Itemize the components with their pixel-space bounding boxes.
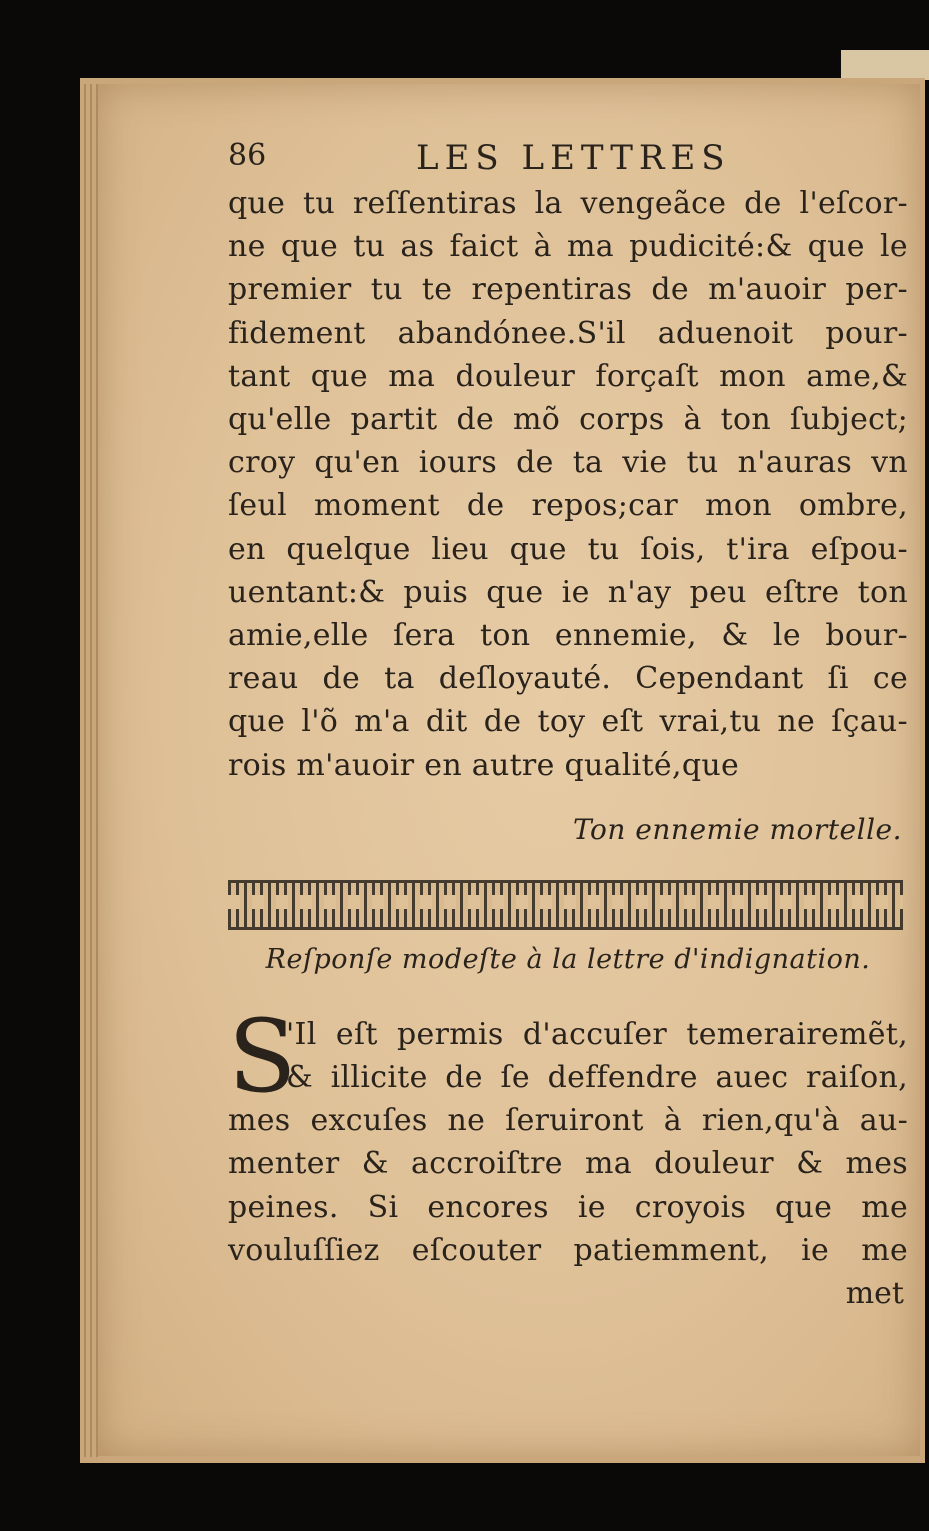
text-line: ne que tu as faict à ma pudicité:& que le — [228, 229, 908, 265]
text-line: croy qu'en iours de ta vie tu n'auras vn — [228, 445, 908, 481]
text-line: & illicite de ſe deffendre auec raiſon, — [286, 1060, 908, 1096]
text-line: tant que ma douleur forçaſt mon ame,& — [228, 358, 908, 394]
text-line: uentant:& puis que ie n'ay peu eſtre ton — [228, 574, 908, 610]
text-line: en quelque lieu que tu ſois, t'ira eſpou- — [228, 531, 908, 567]
text-line: ſeul moment de repos;car mon ombre, — [228, 488, 908, 524]
page-number: 86 — [228, 138, 267, 173]
letter-body — [228, 182, 908, 787]
text-line: peines. Si encores ie croyois que me — [228, 1189, 908, 1225]
text-block — [228, 138, 908, 1315]
running-title: LES LETTRES — [416, 138, 731, 178]
text-line: amie,elle ſera ton ennemie, & le bour- — [228, 618, 908, 654]
page-edge-line — [90, 84, 92, 1457]
ornamental-divider — [228, 880, 903, 930]
section-heading: Reſponſe modeſte à la lettre d'indignation. — [265, 943, 871, 975]
text-line: fidement abandónee.S'il aduenoit pour- — [228, 315, 908, 351]
text-line: que tu reſſentiras la vengeãce de l'eſcor- — [228, 186, 908, 221]
letter-signature: Ton ennemie mortelle. — [573, 812, 902, 846]
page-edge-line — [84, 84, 86, 1457]
drop-cap: S — [228, 997, 297, 1115]
text-line: menter & accroiſtre ma douleur & mes — [228, 1146, 908, 1182]
text-line: reau de ta deſloyauté. Cependant ſi ce — [228, 661, 908, 697]
adjacent-page-edge — [841, 50, 929, 80]
text-line: premier tu te repentiras de m'auoir per- — [228, 272, 908, 308]
text-line: vouluſſiez eſcouter patiemment, ie me — [228, 1232, 908, 1268]
section-body — [228, 997, 908, 1315]
text-line: mes excuſes ne ſeruiront à rien,qu'à au- — [228, 1103, 908, 1139]
text-line: rois m'auoir en autre qualité,que — [228, 747, 739, 783]
catchword: met — [845, 1276, 904, 1312]
text-line: 'Il eſt permis d'accuſer temerairemẽt, — [286, 1016, 908, 1052]
running-head — [228, 138, 908, 182]
text-line: qu'elle partit de mõ corps à ton ſubject; — [228, 402, 908, 438]
text-line: que l'õ m'a dit de toy eſt vrai,tu ne ſçau- — [228, 704, 908, 740]
